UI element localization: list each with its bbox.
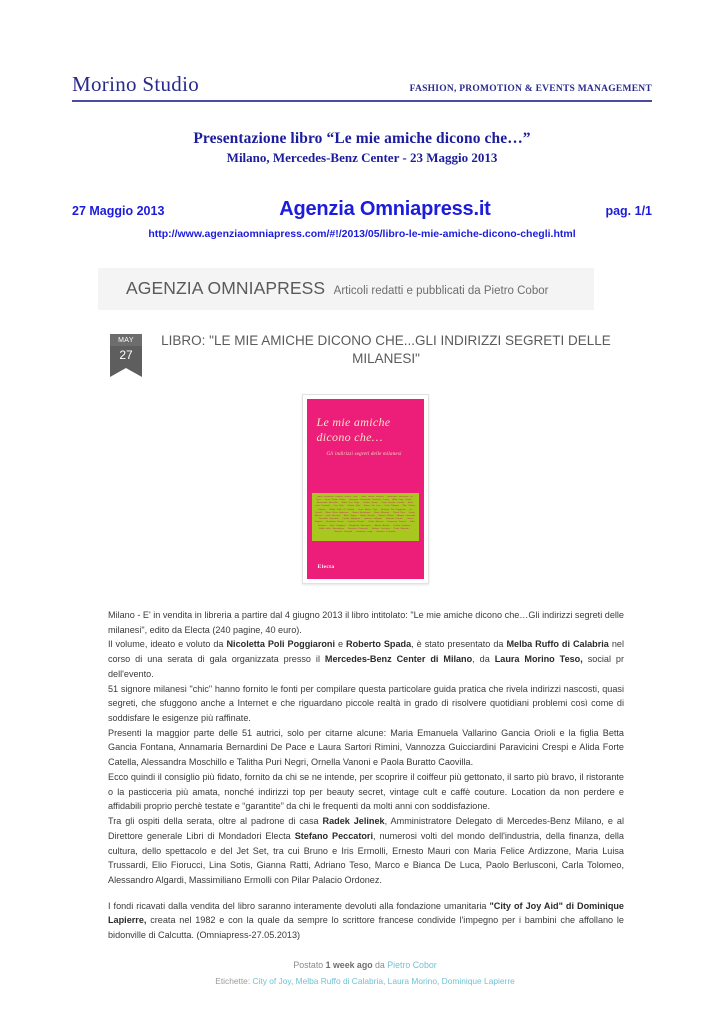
clipping-meta-bar <box>72 198 652 221</box>
post-label-link[interactable]: City of Joy <box>252 975 291 986</box>
post-footer <box>98 957 632 990</box>
clipping-source-url[interactable]: http://www.agenziaomniapress.com/#!/2013/05/libro-le-mie-amiche-dicono-chegli.html <box>148 228 576 240</box>
article-body <box>98 608 632 943</box>
book-cover-title-line1: Le mie amiche <box>316 415 391 429</box>
post-label-link[interactable]: Laura Morino <box>387 975 438 986</box>
letterhead-row <box>72 72 652 97</box>
posted-label: Postato <box>293 959 324 970</box>
site-title: AGENZIA OMNIAPRESS <box>126 278 326 298</box>
article-paragraph: Milano - E' in vendita in libreria a partire dal 4 giugno 2013 il libro intitolato: "Le mie amiche dicono che…Gli indirizzi segreti delle milanesi", edito da Electa (240 pagine, 40 euro). <box>108 610 624 635</box>
clipping-source-name: Agenzia Omniapress.it <box>279 198 491 220</box>
labels-prefix: Etichette: <box>215 975 251 986</box>
clipping-date: 27 Maggio 2013 <box>72 204 165 218</box>
post-labels-line <box>98 974 632 990</box>
article-paragraph: I fondi ricavati dalla vendita del libro saranno interamente devoluti alla fondazione umanitaria "City of Joy Aid" di Dominique Lapierre, creata nel 1982 e con la quale da sempre lo scrittore francese condivide l'impegno per i bambini che affollano le bidonville di Calcutta. (Omniapress-27.05.2013) <box>108 900 624 941</box>
post-title[interactable]: LIBRO: "LE MIE AMICHE DICONO CHE...GLI INDIRIZZI SEGRETI DELLE MILANESI" <box>161 333 611 366</box>
book-cover-title-line2: dicono che… <box>316 430 383 444</box>
post-date-badge <box>110 334 142 368</box>
event-title-line2: Milano, Mercedes-Benz Center - 23 Maggio 2013 <box>226 150 498 165</box>
clipping-page-number: pag. 1/1 <box>605 204 652 218</box>
labels-list: City of Joy, Melba Ruffo di Calabria, Laura Morino, Dominique Lapierre <box>252 975 515 986</box>
posted-time[interactable]: 1 week ago <box>325 959 373 970</box>
brand-tagline: FASHION, PROMOTION & EVENTS MANAGEMENT <box>409 84 652 94</box>
post-label-link[interactable]: Dominique Lapierre <box>441 975 515 986</box>
post-date-month: MAY <box>110 334 142 346</box>
post-author-link[interactable]: Pietro Cobor <box>387 959 437 970</box>
book-cover-image <box>307 399 424 579</box>
post-header <box>98 332 632 368</box>
ribbon-notch-icon <box>110 368 142 377</box>
site-header <box>98 268 594 310</box>
book-cover-publisher: Electa <box>317 564 335 570</box>
article-paragraph: Ecco quindi il consiglio più fidato, fornito da chi se ne intende, per scoprire il coiffeur più gettonato, il sarto più bravo, il ristorante o la pasticceria più amata, nonché indirizzi top per beauty secret, vintage cult e caffè couture. Location da non perdere e affidabili proprio perchè testate e “garantite” da chi le frequenti da molti anni con soddisfazione. <box>108 771 624 812</box>
book-cover-name-band <box>312 493 419 542</box>
book-cover-top <box>307 399 424 493</box>
post-label-link[interactable]: Melba Ruffo di Calabria <box>295 975 383 986</box>
letterhead <box>72 72 652 102</box>
book-cover-frame[interactable] <box>302 394 429 584</box>
paragraph-spacer <box>108 888 624 899</box>
article-paragraph: Presenti la maggior parte delle 51 autrici, solo per citarne alcune: Maria Emanuela Vallarino Gancia Orioli e la figlia Betta Gancia Fontana, Annamaria Bernardini De Pace e Laura Sartori Rimini, Vannozza Guicciardini Paravicini Crespi e Alida Forte Catella, Alessandra Moschillo e Talitha Puri Negri, Ornella Vanoni e Paola Buratto Caovilla. <box>108 727 624 768</box>
article-paragraph: Il volume, ideato e voluto da Nicoletta Poli Poggiaroni e Roberto Spada, è stato presentato da Melba Ruffo di Calabria nel corso di una serata di gala organizzata presso il Mercedes-Benz Center di Milano, da Laura Morino Teso, social pr dell'evento. <box>108 639 624 679</box>
clipped-webpage <box>98 268 632 989</box>
book-cover-figure <box>98 394 632 584</box>
event-title-block <box>0 130 724 166</box>
post-date-day: 27 <box>110 346 142 368</box>
brand-name: Morino Studio <box>72 72 199 96</box>
book-cover-author-names: Maria Emanuela Vallarino Gancia Orioli · Betta Gancia Fontana · Annamaria Bernardini De Pace · Laura Sartori Rimini · Vannozza Guicciardini Paravicini Crespi · Alida Forte Catella · Alessandra Moschillo · Talitha Puri Negri · Ornella Vanoni · Paola Buratto Caovilla · Maria Luisa Trussardi · Lina Sotis · Gianna Ratti · Bianca De Luca · Carla Tolomeo · Pilar Palacio Ordonez · Melba Ruffo di Calabria · Laura Morino Teso · Nicoletta Poli Poggiaroni · Iris Ermolli · Maria Felice Ardizzone · Bianca Arrivabene · Marta Marzotto · Chiara Boni · Rosita Missoni · Luisa Beccaria · Anna Zegna · Verde Visconti · Ginevra Elkann · Allegra Caracciolo · Donatella Girombelli · Camilla Borghese · Ludovica Pellegrini · Nicoletta Fiorucci · Lavinia Biagiotti · Benedetta Barzini · Cristiana Ruspoli · Orsola Mazzoni · Francesca Versace · Silvia Venturini · Ilaria Castiglioni · Margherita Maccapani · Alessia Antinori · Delfina Delettrez · Sibilla della Gherardesca · Giovanna Furlanetto · Stefania Lucchetta · Paola Marzotto · Beatrice Trussardi · Diamante Luling · Costanza Pascolato <box>314 495 416 534</box>
post-meta-line <box>98 957 632 974</box>
letterhead-divider <box>72 100 652 102</box>
book-cover-bottom <box>307 541 424 579</box>
book-cover-subtitle: Gli indirizzi segreti delle milanesi <box>326 452 402 457</box>
article-paragraph: 51 signore milanesi "chic" hanno fornito le fonti per compilare questa particolare guida pratica che rivela indirizzi nascosti, quasi segreti, che sfuggono anche a Internet e che riguardano piccole realtà in grado di risolvere quotidiani problemi così come di soddisfare le esigenze più raffinate. <box>108 683 624 724</box>
event-title-line1: Presentazione libro “Le mie amiche dicono che…” <box>193 130 531 147</box>
posted-by-label: da <box>375 959 385 970</box>
article-paragraph: Tra gli ospiti della serata, oltre al padrone di casa Radek Jelinek, Amministratore Delegato di Mercedes-Benz Milano, e al Direttore generale Libri di Mondadori Electa Stefano Peccatori, numerosi volti del mondo dell'industria, della finanza, della cultura, dello spettacolo e del Jet Set, tra cui Bruno e Iris Ermolli, Ernesto Mauri con Maria Felice Ardizzone, Maria Luisa Trussardi, Elio Fiorucci, Lina Sotis, Gianna Ratti, Adriano Teso, Marco e Bianca De Luca, Paolo Berlusconi, Carla Tolomeo, Alessandro Algardi, Massimiliano Ermolli con Pilar Palacio Ordonez. <box>108 816 624 885</box>
site-subtitle: Articoli redatti e pubblicati da Pietro Cobor <box>333 285 549 297</box>
